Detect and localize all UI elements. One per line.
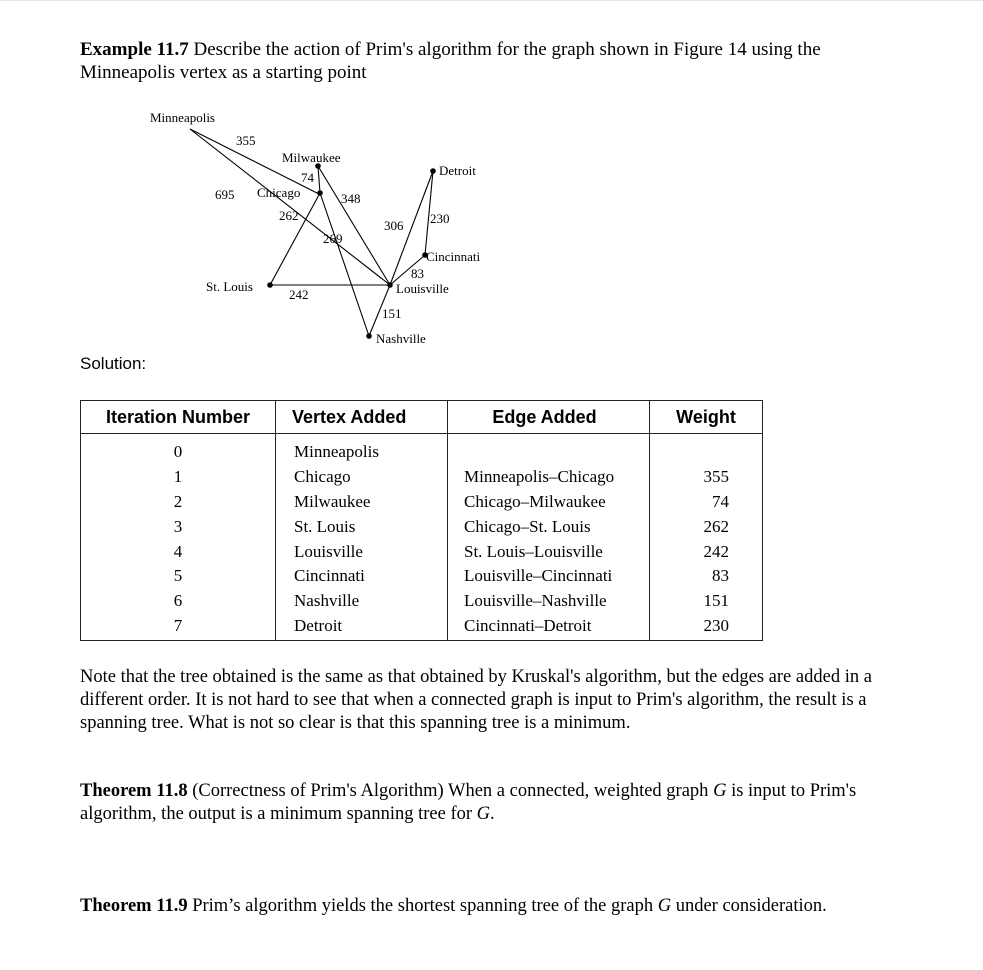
weight-detroit-louisville: 306: [384, 218, 404, 233]
cell-edge: [448, 434, 650, 465]
theorem-11-9-text-1: Prim’s algorithm yields the shortest spanning tree of the graph: [187, 896, 658, 916]
theorem-11-8-text-1: (Correctness of Prim's Algorithm) When a connected, weighted graph: [187, 781, 714, 801]
table-row: [81, 614, 763, 641]
prim-graph-figure: [0, 100, 560, 360]
table-row: [81, 490, 763, 515]
theorem-11-8-text-3: .: [490, 804, 495, 824]
cell-iteration: 3: [81, 514, 276, 539]
cell-iteration: 0: [81, 434, 276, 465]
cell-iteration: 5: [81, 564, 276, 589]
cell-iteration: 2: [81, 490, 276, 515]
vertex-label-louisville: Louisville: [396, 281, 449, 296]
cell-edge: Louisville–Nashville: [448, 589, 650, 614]
theorem-11-9-var-1: G: [657, 896, 672, 916]
theorem-11-9-text-2: under consideration.: [671, 896, 827, 916]
weight-louisville-nashville: 151: [382, 306, 402, 321]
cell-weight: 242: [650, 539, 763, 564]
top-border: [0, 0, 983, 1]
cell-edge: Minneapolis–Chicago: [448, 465, 650, 490]
theorem-11-9-label: Theorem 11.9: [80, 896, 188, 916]
cell-iteration: 4: [81, 539, 276, 564]
vertex-label-stlouis: St. Louis: [206, 279, 253, 294]
table-row: [81, 539, 763, 564]
weight-detroit-cincinnati: 230: [430, 211, 450, 226]
cell-weight: 83: [650, 564, 763, 589]
vertex-label-minneapolis: Minneapolis: [150, 110, 215, 125]
cell-edge: Chicago–St. Louis: [448, 514, 650, 539]
table-row: [81, 589, 763, 614]
cell-vertex: Minneapolis: [276, 434, 448, 465]
cell-iteration: 7: [81, 614, 276, 641]
theorem-11-9: [80, 895, 880, 918]
cell-vertex: St. Louis: [276, 514, 448, 539]
weight-chicago-nashville: 269: [323, 231, 343, 246]
table-row: [81, 465, 763, 490]
vertex-chicago: [317, 190, 323, 196]
edge-milwaukee-chicago: [318, 166, 320, 193]
solution-label: Solution:: [80, 354, 147, 373]
weight-stlouis-louisville: 242: [289, 287, 309, 302]
edge-chicago-nashville: [320, 193, 369, 336]
note-paragraph: Note that the tree obtained is the same as that obtained by Kruskal's algorithm, but the edges are added in a different order. It is not hard to see that when a connected graph is input to Prim's algorithm, the result is a spanning tree. What is not so clear is that this spanning tree is a minimum.: [80, 667, 872, 733]
example-heading: [80, 38, 920, 84]
edge-chicago-stlouis: [270, 193, 320, 285]
table-row: [81, 434, 763, 465]
cell-iteration: 6: [81, 589, 276, 614]
example-text: Describe the action of Prim's algorithm for the graph shown in Figure 14 using the Minneapolis vertex as a starting point: [80, 39, 821, 83]
cell-weight: 262: [650, 514, 763, 539]
vertex-stlouis: [267, 282, 273, 288]
theorem-11-8: [80, 780, 880, 826]
weight-minneapolis-louisville: 695: [215, 187, 235, 202]
weight-milwaukee-louisville: 348: [341, 191, 361, 206]
header-weight: Weight: [650, 401, 763, 434]
cell-edge: Cincinnati–Detroit: [448, 614, 650, 641]
weight-cincinnati-louisville: 83: [411, 266, 424, 281]
cell-iteration: 1: [81, 465, 276, 490]
vertex-label-milwaukee: Milwaukee: [282, 150, 341, 165]
cell-vertex: Nashville: [276, 589, 448, 614]
edge-milwaukee-louisville: [318, 166, 390, 285]
cell-vertex: Cincinnati: [276, 564, 448, 589]
vertex-detroit: [430, 168, 436, 174]
cell-weight: 74: [650, 490, 763, 515]
weight-minneapolis-chicago: 355: [236, 133, 256, 148]
table-row: [81, 514, 763, 539]
vertex-nashville: [366, 333, 372, 339]
theorem-11-8-var-2: G: [476, 804, 491, 824]
vertex-label-nashville: Nashville: [376, 331, 426, 346]
vertex-label-detroit: Detroit: [439, 163, 476, 178]
cell-vertex: Milwaukee: [276, 490, 448, 515]
cell-vertex: Chicago: [276, 465, 448, 490]
header-iteration-number: Iteration Number: [81, 401, 276, 434]
vertex-label-cincinnati: Cincinnati: [426, 249, 481, 264]
cell-vertex: Detroit: [276, 614, 448, 641]
cell-weight: 355: [650, 465, 763, 490]
theorem-11-8-var-1: G: [713, 781, 727, 801]
table-row: [81, 564, 763, 589]
vertex-label-chicago: Chicago: [257, 185, 301, 200]
cell-edge: St. Louis–Louisville: [448, 539, 650, 564]
cell-weight: 230: [650, 614, 763, 641]
vertex-labels: [150, 110, 481, 346]
weight-milwaukee-chicago: 74: [301, 170, 314, 185]
table-header-row: [81, 401, 763, 434]
cell-edge: Chicago–Milwaukee: [448, 490, 650, 515]
header-edge-added: Edge Added: [448, 401, 650, 434]
vertex-louisville: [387, 282, 393, 288]
example-label: Example 11.7: [80, 39, 189, 60]
cell-edge: Louisville–Cincinnati: [448, 564, 650, 589]
theorem-11-8-label: Theorem 11.8: [80, 781, 188, 801]
prim-iteration-table: [80, 400, 763, 641]
cell-weight: [650, 434, 763, 465]
weight-chicago-stlouis: 262: [279, 208, 299, 223]
header-vertex-added: Vertex Added: [276, 401, 448, 434]
cell-weight: 151: [650, 589, 763, 614]
theorem-11-8-text-2: is input to Prim's algorithm, the output is a minimum spanning tree for: [80, 781, 857, 824]
cell-vertex: Louisville: [276, 539, 448, 564]
